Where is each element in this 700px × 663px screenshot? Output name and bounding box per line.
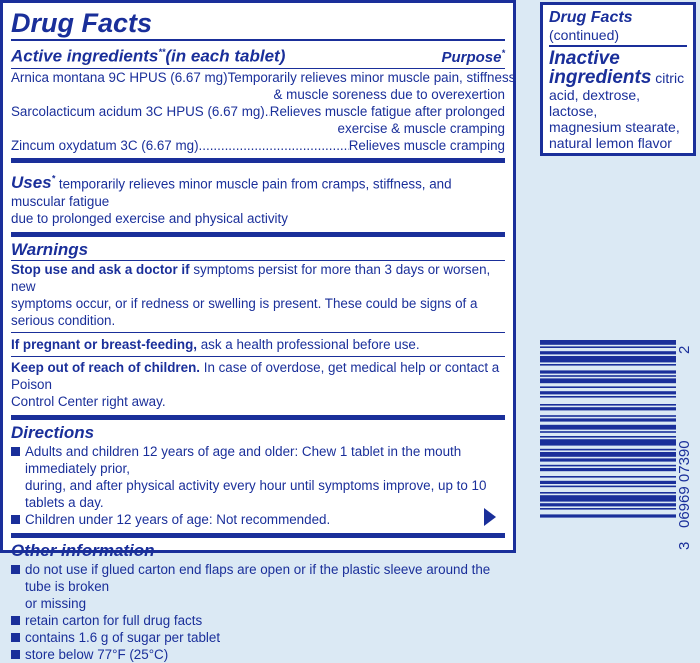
- side-heading: Drug Facts: [549, 9, 633, 26]
- list-item: Adults and children 12 years of age and older: Chew 1 tablet in the mouth immediately prior, during, and after physical activity every hour until symptoms improve, up to 10 tablets a day.: [11, 443, 505, 511]
- list-item: Children under 12 years of age: Not recommended.: [11, 511, 505, 528]
- barcode-digit-right: 2: [676, 345, 693, 354]
- list-item: store below 77°F (25°C): [11, 646, 505, 663]
- list-item: retain carton for full drug facts: [11, 612, 505, 629]
- list-item: do not use if glued carton end flaps are open or if the plastic sleeve around the tube is broken or missing: [11, 561, 505, 612]
- directions-section: [11, 415, 505, 528]
- square-bullet-icon: [11, 616, 20, 625]
- drug-facts-continued-panel: [540, 2, 696, 156]
- barcode-digit-left: 3: [676, 541, 693, 550]
- inactive-ingredients: Inactive ingredients citric acid, dextrose, lactose, magnesium stearate, natural lemon flavor: [549, 48, 685, 151]
- active-ingredients-section: Active ingredients**(in each tablet) Purpose* Arnica montana 9C HPUS (6.67 mg) Temporarily relieves minor muscle pain, stiffness & muscle soreness due to overexertion Sarcolacticum acidum 3C HPUS (6.67 mg) ..... Relieves muscle fatigue after prolonged exercise & muscle cramping Zincum oxydatum 3C (6.67 mg) ..... Relieves muscle cramping: [11, 39, 505, 154]
- ingredient-row: Arnica montana 9C HPUS (6.67 mg) Temporarily relieves minor muscle pain, stiffness: [11, 69, 516, 85]
- warnings-section: Warnings Stop use and ask a doctor if symptoms persist for more than 3 days or worsen, new symptoms occur, or if redness or swelling is present. These could be signs of a serious condition. If pregnant or breast-feeding, ask a health professional before use. Keep out of reach of children. In case of overdose, get medical help or contact a Poison Control Center right away.: [11, 232, 505, 410]
- continued-label: (continued): [549, 27, 687, 47]
- square-bullet-icon: [11, 515, 20, 524]
- warnings-heading: Warnings: [11, 240, 89, 260]
- list-item: contains 1.6 g of sugar per tablet: [11, 629, 505, 646]
- drug-facts-title: Drug Facts: [11, 8, 153, 38]
- square-bullet-icon: [11, 650, 20, 659]
- square-bullet-icon: [11, 633, 20, 642]
- other-information-heading: Other information: [11, 541, 155, 561]
- barcode-digits: 06969 07390: [676, 440, 693, 528]
- active-ingredients-heading: Active ingredients**(in each tablet): [11, 46, 286, 66]
- uses-heading: Uses*: [11, 173, 56, 193]
- ingredient-row: Sarcolacticum acidum 3C HPUS (6.67 mg) ..... Relieves muscle fatigue after prolonged: [11, 103, 505, 120]
- uses-section: Uses* temporarily relieves minor muscle pain from cramps, stiffness, and muscular fatigue due to prolonged exercise and physical activity: [11, 158, 505, 233]
- purpose-heading: Purpose*: [441, 47, 505, 66]
- right-arrow-icon: [484, 508, 496, 526]
- barcode: [540, 338, 676, 544]
- ingredient-row: Zincum oxydatum 3C (6.67 mg) ..... Relieves muscle cramping: [11, 137, 505, 154]
- barcode-number: [676, 340, 696, 550]
- square-bullet-icon: [11, 447, 20, 456]
- directions-heading: Directions: [11, 423, 95, 443]
- square-bullet-icon: [11, 565, 20, 574]
